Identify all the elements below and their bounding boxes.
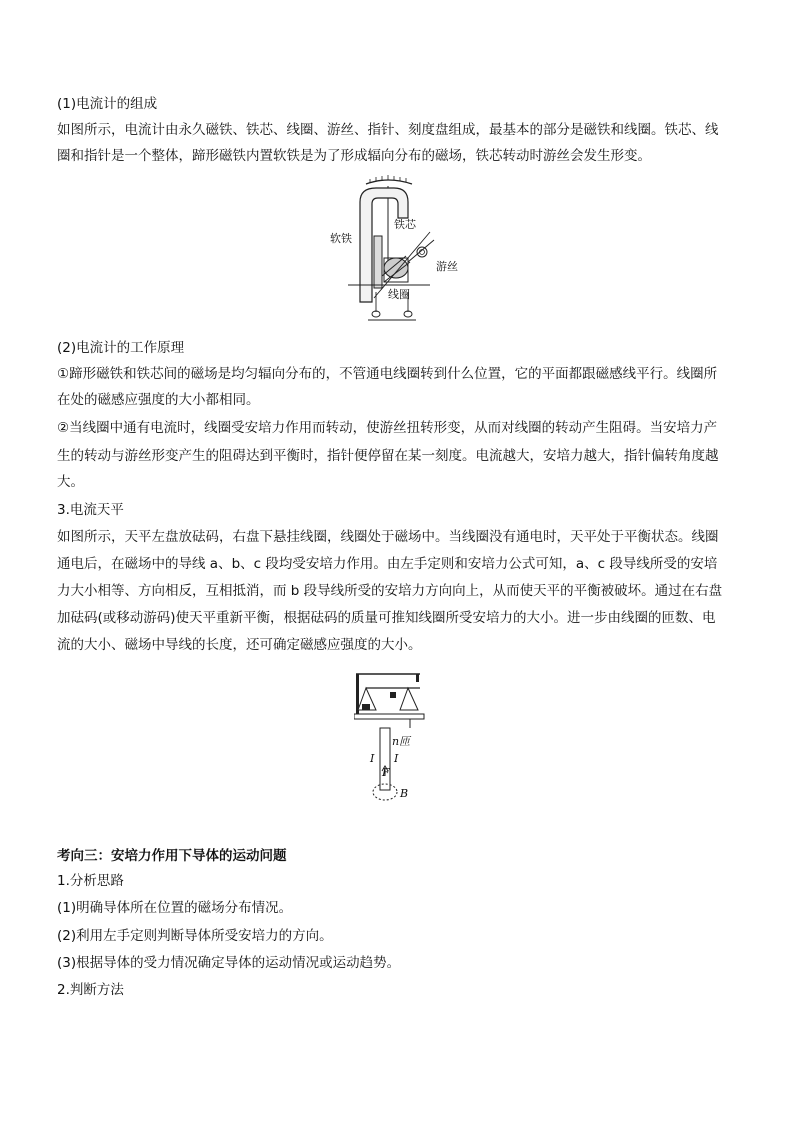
paragraph-line: 圈和指针是一个整体，蹄形磁铁内置软铁是为了形成辐向分布的磁场，铁芯转动时游丝会发生形变。 xyxy=(57,148,651,164)
current-balance-figure xyxy=(354,672,434,808)
heading-working-principle: (2)电流计的工作原理 xyxy=(57,340,185,356)
label-coil: 线圈 xyxy=(388,288,410,301)
paragraph-line: 通电后，在磁场中的导线 a、b、c 段均受安培力作用。由左手定则和安培力公式可知，a、c 段导线所受的安培 xyxy=(57,556,718,572)
label-iron-core: 铁芯 xyxy=(394,218,416,231)
paragraph-line: ②当线圈中通有电流时，线圈受安培力作用而转动，使游丝扭转形变，从而对线圈的转动产生阻碍。当安培力产 xyxy=(57,420,718,436)
paragraph-line: 在处的磁感应强度的大小都相同。 xyxy=(57,392,260,408)
label-current-right: I xyxy=(394,752,399,765)
subheading: 1.分析思路 xyxy=(57,873,124,889)
label-hairspring: 游丝 xyxy=(436,260,458,273)
list-item: (1)明确导体所在位置的磁场分布情况。 xyxy=(57,900,293,916)
label-field: B xyxy=(400,787,409,800)
subheading: 2.判断方法 xyxy=(57,982,124,998)
galvanometer-figure xyxy=(330,172,480,324)
paragraph-line: 加砝码(或移动游码)使天平重新平衡，根据砝码的质量可推知线圈所受安培力的大小。进一步由线圈的匝数、电 xyxy=(57,610,716,626)
label-turns: n匝 xyxy=(392,735,411,748)
label-soft-iron: 软铁 xyxy=(330,232,352,245)
heading-topic-3: 考向三：安培力作用下导体的运动问题 xyxy=(57,848,287,864)
paragraph-line: ①蹄形磁铁和铁芯间的磁场是均匀辐向分布的，不管通电线圈转到什么位置，它的平面都跟磁感线平行。线圈所 xyxy=(57,366,718,382)
paragraph-line: 流的大小、磁场中导线的长度，还可确定磁感应强度的大小。 xyxy=(57,637,422,653)
heading-galvanometer-composition: (1)电流计的组成 xyxy=(57,96,158,112)
list-item: (2)利用左手定则判断导体所受安培力的方向。 xyxy=(57,928,333,944)
list-item: (3)根据导体的受力情况确定导体的运动情况或运动趋势。 xyxy=(57,955,401,971)
heading-current-balance: 3.电流天平 xyxy=(57,502,124,518)
label-force: F xyxy=(382,766,390,779)
paragraph-line: 力大小相等、方向相反，互相抵消，而 b 段导线所受的安培力方向向上，从而使天平的平衡被破坏。通过在右盘 xyxy=(57,583,723,599)
paragraph-line: 如图所示，电流计由永久磁铁、铁芯、线圈、游丝、指针、刻度盘组成，最基本的部分是磁铁和线圈。铁芯、线 xyxy=(57,122,719,138)
paragraph-line: 如图所示，天平左盘放砝码，右盘下悬挂线圈，线圈处于磁场中。当线圈没有通电时，天平处于平衡状态。线圈 xyxy=(57,529,719,545)
label-current-left: I xyxy=(370,752,375,765)
paragraph-line: 大。 xyxy=(57,474,84,490)
paragraph-line: 生的转动与游丝形变产生的阻碍达到平衡时，指针便停留在某一刻度。电流越大，安培力越大，指针偏转角度越 xyxy=(57,448,719,464)
